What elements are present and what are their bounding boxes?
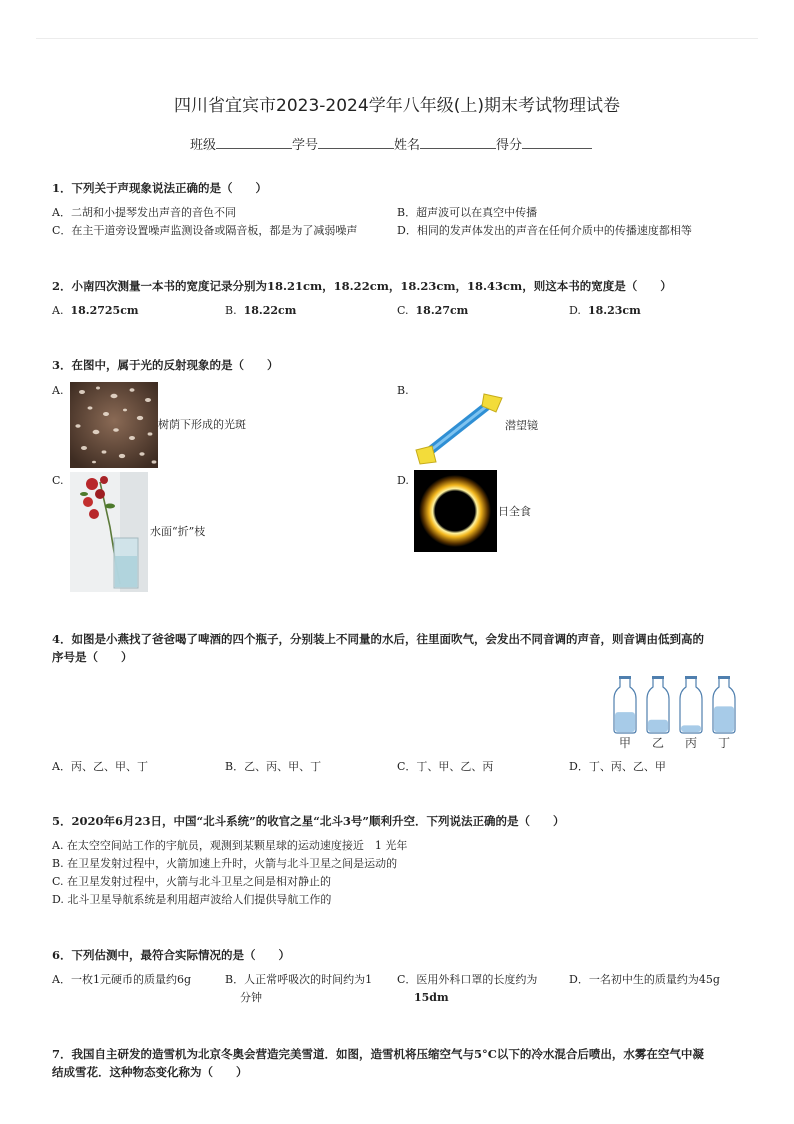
exam-title: 四川省宜宾市2023-2024学年八年级(上)期末考试物理试卷 <box>174 96 620 116</box>
q6-option-c[interactable] <box>397 973 537 1005</box>
q3-a-letter[interactable]: A. <box>52 384 64 397</box>
question-5-stem: 5．2020年6月23日，中国“北斗系统”的收官之星“北斗3号”顺利升空．下列说法正确的是（ ） <box>52 814 565 828</box>
question-7-stem-line-1: 7．我国自主研发的造雪机为北京冬奥会营造完美雪道．如图，造雪机将压缩空气与5°C以下的冷水混合后喷出，水雾在空气中凝 <box>52 1047 704 1061</box>
bottle-label: 乙 <box>651 736 665 750</box>
bottle-label: 甲 <box>618 736 632 750</box>
bottle-water <box>615 712 635 732</box>
header-divider <box>36 38 758 39</box>
question-3-stem: 3．在图中，属于光的反射现象的是（ ） <box>52 358 279 372</box>
q6-option-a[interactable]: A．一枚1元硬币的质量约6g <box>52 973 191 986</box>
id-label: 学号 <box>292 138 319 153</box>
q6-c-line-1: C．医用外科口罩的长度约为 <box>397 973 538 986</box>
q2-option-c[interactable] <box>397 304 468 318</box>
question-7-stem-line-2: 结成雪花．这种物态变化称为（ ） <box>52 1065 248 1079</box>
q3-c-letter[interactable]: C. <box>52 474 64 487</box>
bottle-water <box>714 706 734 732</box>
name-label: 姓名 <box>394 138 421 153</box>
id-blank[interactable] <box>318 135 394 149</box>
question-6-stem: 6．下列估测中，最符合实际情况的是（ ） <box>52 948 290 962</box>
q2-option-b[interactable] <box>225 304 296 318</box>
periscope-image <box>412 392 504 466</box>
q2-d-value: 18.23cm <box>587 304 641 317</box>
bottle-4 <box>713 676 735 750</box>
q6-b-line-1: B．人正常呼吸次的时间约为1 <box>225 973 373 986</box>
q3-c-caption: 水面“折”枝 <box>150 525 206 538</box>
q1-option-d[interactable]: D．相同的发声体发出的声音在任何介质中的传播速度都相等 <box>397 224 692 237</box>
q2-a-value: 18.2725cm <box>70 304 139 317</box>
q6-c-line-2: 15dm <box>414 991 449 1004</box>
class-label: 班级 <box>190 138 217 153</box>
total-solar-eclipse-image <box>414 470 497 552</box>
q2-b-letter: B. <box>225 304 237 317</box>
q4-option-c[interactable]: C．丁、甲、乙、丙 <box>397 760 494 773</box>
bottle-rim <box>718 676 730 679</box>
bottle-outline <box>680 677 702 733</box>
q5-option-b[interactable]: B. 在卫星发射过程中，火箭加速上升时，火箭与北斗卫星之间是运动的 <box>52 857 398 870</box>
q2-option-a[interactable] <box>52 304 139 318</box>
q3-d-letter[interactable]: D. <box>397 474 409 487</box>
q1-option-b[interactable]: B．超声波可以在真空中传播 <box>397 206 538 219</box>
water-bent-branch-image <box>70 472 148 592</box>
four-bottles-figure <box>608 675 748 751</box>
bottles-svg <box>608 675 748 751</box>
q2-option-d[interactable] <box>569 304 641 318</box>
bottle-rim <box>619 676 631 679</box>
q1-option-c[interactable]: C．在主干道旁设置噪声监测设备或隔音板，都是为了减弱噪声 <box>52 224 358 237</box>
q2-b-value: 18.22cm <box>243 304 297 317</box>
q6-b-line-2: 分钟 <box>240 991 262 1004</box>
bottle-label: 丙 <box>684 736 698 750</box>
question-1-stem: 1．下列关于声现象说法正确的是（ ） <box>52 181 267 195</box>
q5-option-a[interactable]: A. 在太空空间站工作的宇航员，观测到某颗星球的运动速度接近 1 光年 <box>52 839 408 852</box>
question-4-stem-line-2: 序号是（ ） <box>52 650 133 664</box>
bottle-1 <box>614 676 636 750</box>
question-4-stem-line-1: 4．如图是小燕找了爸爸喝了啤酒的四个瓶子，分别装上不同量的水后，往里面吹气，会发出不同音调的声音，则音调由低到高的 <box>52 632 704 646</box>
bottle-3 <box>680 676 702 750</box>
q2-d-letter: D. <box>569 304 581 317</box>
q5-option-c[interactable]: C. 在卫星发射过程中，火箭与北斗卫星之间是相对静止的 <box>52 875 332 888</box>
class-blank[interactable] <box>216 135 292 149</box>
score-blank[interactable] <box>522 135 592 149</box>
tree-shade-light-spots-image <box>70 382 158 468</box>
bottle-rim <box>685 676 697 679</box>
student-info-line <box>190 134 592 153</box>
q4-option-a[interactable]: A．丙、乙、甲、丁 <box>52 760 148 773</box>
q5-option-d[interactable]: D. 北斗卫星导航系统是利用超声波给人们提供导航工作的 <box>52 893 332 906</box>
bottle-2 <box>647 676 669 750</box>
q6-option-b[interactable] <box>225 973 372 1005</box>
q3-d-caption: 日全食 <box>498 505 531 518</box>
q2-c-value: 18.27cm <box>415 304 469 317</box>
q2-a-letter: A. <box>52 304 64 317</box>
q4-option-b[interactable]: B．乙、丙、甲、丁 <box>225 760 322 773</box>
score-label: 得分 <box>496 138 523 153</box>
q3-b-letter[interactable]: B. <box>397 384 409 397</box>
name-blank[interactable] <box>420 135 496 149</box>
q6-option-d[interactable]: D．一名初中生的质量约为45g <box>569 973 720 986</box>
q3-b-caption: 潜望镜 <box>505 419 538 432</box>
q2-c-letter: C. <box>397 304 409 317</box>
bottle-water <box>648 720 668 732</box>
q4-option-d[interactable]: D．丁、丙、乙、甲 <box>569 760 666 773</box>
question-2-stem: 2．小南四次测量一本书的宽度记录分别为18.21cm，18.22cm，18.23cm，18.43cm，则这本书的宽度是（ ） <box>52 279 672 293</box>
bottle-water <box>681 725 701 732</box>
bottle-rim <box>652 676 664 679</box>
q3-a-caption: 树荫下形成的光斑 <box>158 418 246 431</box>
q1-option-a[interactable]: A．二胡和小提琴发出声音的音色不同 <box>52 206 236 219</box>
bottle-label: 丁 <box>717 736 731 750</box>
